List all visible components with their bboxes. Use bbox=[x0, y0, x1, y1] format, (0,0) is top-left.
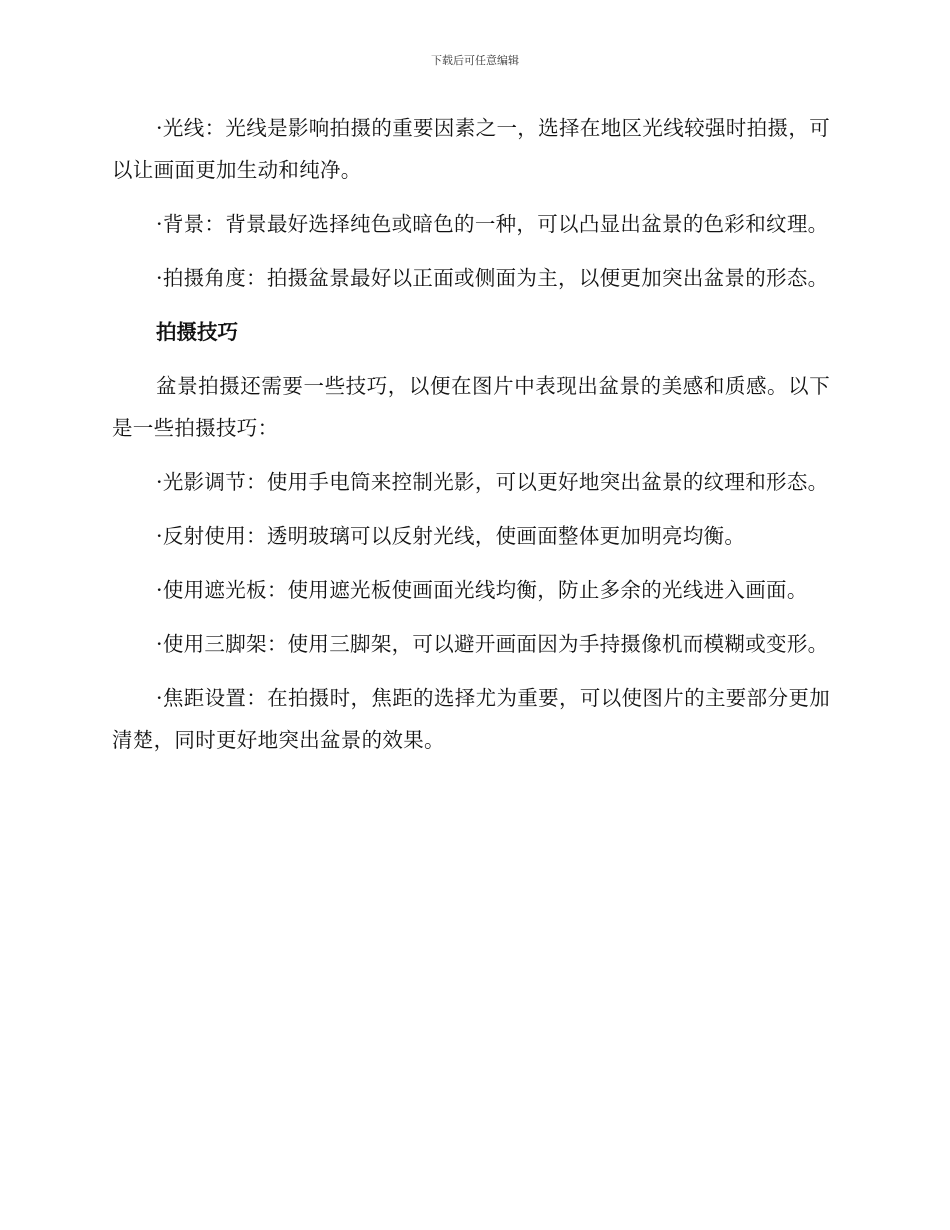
paragraph-light-shadow: ·光影调节：使用手电筒来控制光影，可以更好地突出盆景的纹理和形态。 bbox=[156, 470, 829, 494]
paragraph-shading-board: ·使用遮光板：使用遮光板使画面光线均衡，防止多余的光线进入画面。 bbox=[156, 578, 808, 602]
paragraph-background: ·背景：背景最好选择纯色或暗色的一种，可以凸显出盆景的色彩和纹理。 bbox=[156, 212, 829, 236]
paragraph-lighting: ·光线：光线是影响拍摄的重要因素之一，选择在地区光线较强时拍摄，可以让画面更加生动和纯净。 bbox=[112, 116, 830, 182]
page-header: 下载后可任意编辑 bbox=[431, 54, 519, 67]
document-body bbox=[112, 107, 830, 761]
paragraph-intro: 盆景拍摄还需要一些技巧，以便在图片中表现出盆景的美感和质感。以下是一些拍摄技巧： bbox=[112, 374, 830, 440]
paragraph-reflection: ·反射使用：透明玻璃可以反射光线，使画面整体更加明亮均衡。 bbox=[156, 524, 746, 548]
paragraph-shooting-angle: ·拍摄角度：拍摄盆景最好以正面或侧面为主，以便更加突出盆景的形态。 bbox=[156, 266, 829, 290]
paragraph-tripod: ·使用三脚架：使用三脚架，可以避开画面因为手持摄像机而模糊或变形。 bbox=[156, 632, 829, 656]
paragraph-focal-length: ·焦距设置：在拍摄时，焦距的选择尤为重要，可以使图片的主要部分更加清楚，同时更好地突出盆景的效果。 bbox=[112, 686, 830, 752]
section-heading: 拍摄技巧 bbox=[156, 320, 238, 344]
